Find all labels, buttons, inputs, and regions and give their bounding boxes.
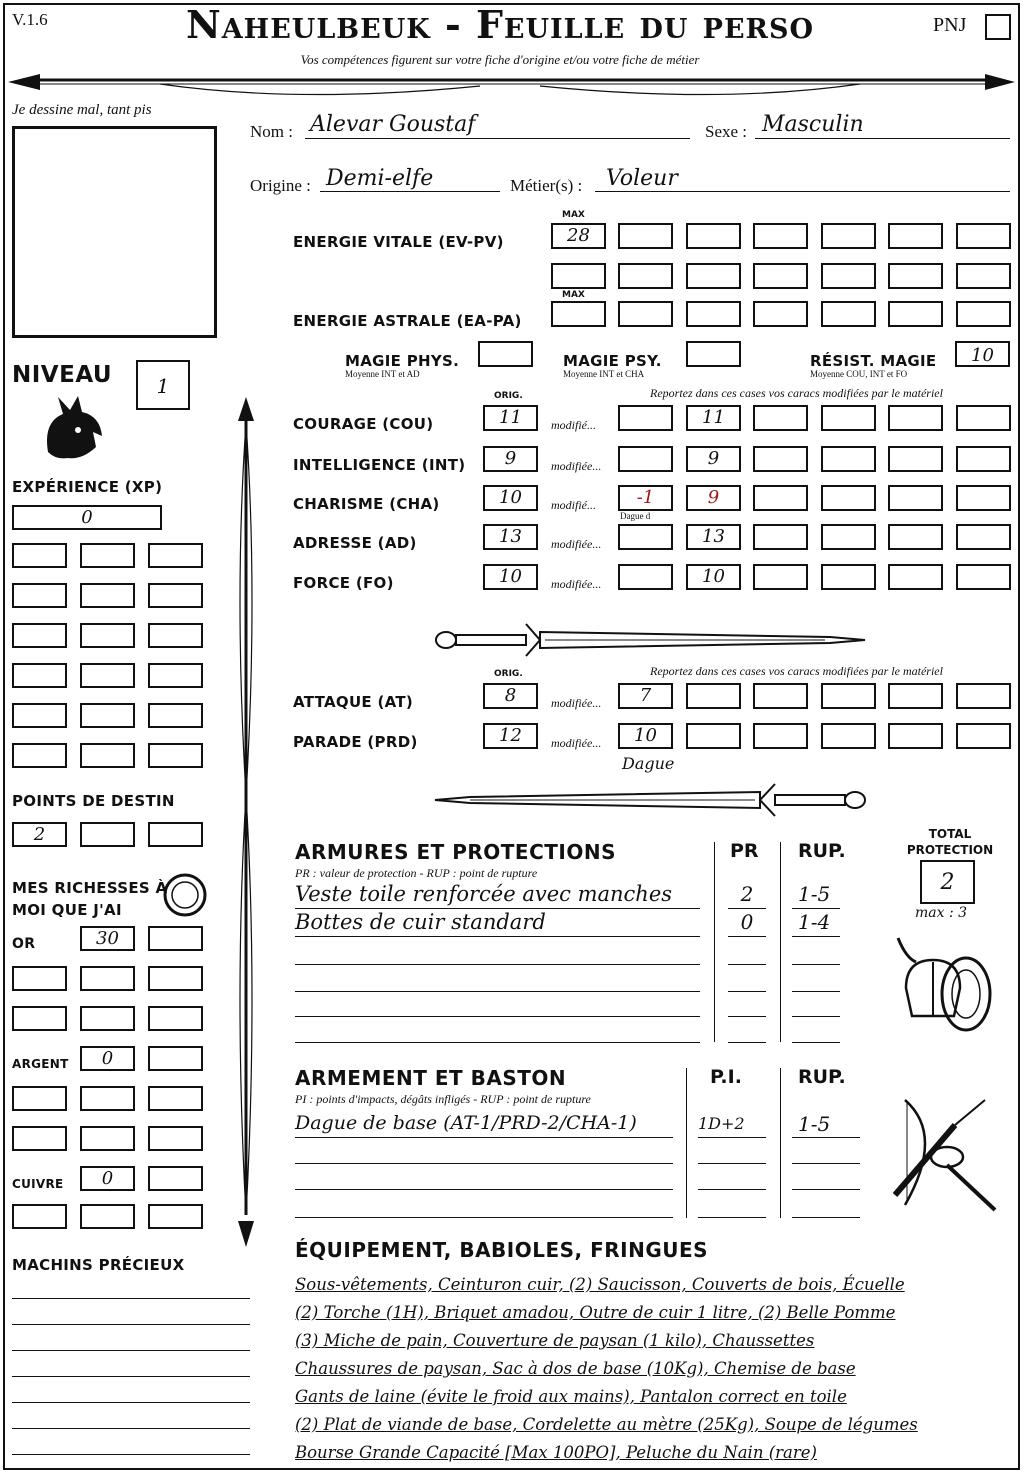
ev-box[interactable] — [753, 263, 808, 289]
resist-magic-box[interactable]: 10 — [955, 341, 1010, 367]
money-box[interactable] — [80, 1204, 135, 1229]
magic-psy-box[interactable] — [686, 341, 741, 367]
ea-max-label: MAX — [562, 290, 585, 300]
portrait-caption: Je dessine mal, tant pis — [12, 102, 152, 118]
armor-item-pr[interactable]: 0 — [740, 910, 754, 934]
combat-extra-box[interactable] — [753, 683, 808, 709]
max-protection-note: max : 3 — [915, 905, 968, 921]
xp-grid-box[interactable] — [148, 663, 203, 688]
weapons-icon — [885, 1095, 1005, 1215]
stat-mod-note: Dague d — [620, 511, 651, 521]
money-box[interactable] — [12, 1006, 67, 1031]
stat-extra-box[interactable] — [888, 485, 943, 511]
ea-box[interactable] — [753, 301, 808, 327]
destin-box[interactable]: 2 — [12, 822, 67, 847]
ev-box[interactable]: 28 — [551, 223, 606, 249]
stat-mod-label: modifiée... — [551, 459, 602, 473]
stat-extra-box[interactable] — [956, 485, 1011, 511]
ev-box[interactable] — [888, 263, 943, 289]
xp-grid-box[interactable] — [148, 583, 203, 608]
weapons-title: ARMEMENT ET BASTON — [295, 1066, 567, 1090]
armor-item-rup[interactable]: 1-5 — [798, 882, 831, 906]
sheet-subtitle: Vos compétences figurent sur votre fiche d'origine et/ou votre fiche de métier — [300, 52, 700, 67]
ev-label: ENERGIE VITALE (EV-PV) — [293, 233, 504, 251]
equipment-line[interactable]: Gants de laine (évite le froid aux mains), Pantalon correct en toile — [295, 1387, 847, 1406]
stat-label: INTELLIGENCE (INT) — [293, 456, 466, 474]
equipment-line[interactable]: Sous-vêtements, Ceinturon cuir, (2) Saucisson, Couverts de bois, Écuelle — [295, 1275, 905, 1294]
stat-extra-box[interactable] — [888, 564, 943, 590]
stat-extra-box[interactable] — [956, 524, 1011, 550]
ev-box[interactable] — [686, 263, 741, 289]
combat-label: PARADE (PRD) — [293, 733, 418, 751]
stat-mod-box[interactable] — [618, 524, 673, 550]
combat-final-box[interactable]: 7 — [618, 683, 673, 709]
stat-extra-box[interactable] — [888, 524, 943, 550]
equipment-line[interactable]: (2) Torche (1H), Briquet amadou, Outre de cuir 1 litre, (2) Belle Pomme — [295, 1303, 896, 1322]
portrait-box[interactable] — [12, 126, 217, 338]
spear-divider-icon — [0, 62, 1024, 102]
armor-item-name[interactable]: Veste toile renforcée avec manches — [295, 882, 673, 906]
cuivre-label: CUIVRE — [12, 1177, 64, 1191]
niveau-label: NIVEAU — [12, 362, 113, 388]
combat-mod-label: modifiée... — [551, 696, 602, 710]
machins-label: MACHINS PRÉCIEUX — [12, 1256, 185, 1274]
xp-grid-box[interactable] — [12, 543, 67, 568]
stat-extra-box[interactable] — [821, 405, 876, 431]
stat-extra-box[interactable] — [888, 405, 943, 431]
richesses-label: MES RICHESSES À MOI QUE J'AI — [12, 879, 168, 919]
sword-icon — [430, 780, 870, 820]
money-box[interactable] — [80, 1126, 135, 1151]
xp-label: EXPÉRIENCE (XP) — [12, 478, 163, 496]
ea-box[interactable] — [686, 301, 741, 327]
stat-label: FORCE (FO) — [293, 574, 394, 592]
xp-grid-box[interactable] — [12, 703, 67, 728]
ea-box[interactable] — [551, 301, 606, 327]
money-box[interactable] — [12, 1204, 67, 1229]
combat-extra-box[interactable] — [821, 683, 876, 709]
stat-extra-box[interactable] — [753, 446, 808, 472]
ea-label: ENERGIE ASTRALE (EA-PA) — [293, 312, 522, 330]
helmet-shield-icon — [888, 928, 998, 1038]
combat-extra-box[interactable] — [956, 723, 1011, 749]
equipment-line[interactable]: Bourse Grande Capacité [Max 100PO], Peluche du Nain (rare) — [295, 1443, 817, 1462]
weapons-pi-head: P.I. — [710, 1066, 742, 1088]
combat-extra-box[interactable] — [956, 683, 1011, 709]
weapon-item-name[interactable]: Dague de base (AT-1/PRD-2/CHA-1) — [295, 1112, 637, 1134]
xp-grid-box[interactable] — [80, 703, 135, 728]
or-label: OR — [12, 936, 36, 952]
xp-grid-box[interactable] — [148, 703, 203, 728]
combat-label: ATTAQUE (AT) — [293, 693, 414, 711]
sex-value[interactable]: Masculin — [762, 112, 864, 137]
job-label: Métier(s) : — [510, 176, 583, 195]
ev-max-label: MAX — [562, 210, 585, 220]
origin-value[interactable]: Demi-elfe — [326, 166, 434, 191]
stat-mod-label: modifié... — [551, 498, 596, 512]
equipment-line[interactable]: (2) Plat de viande de base, Cordelette au mètre (25Kg), Soupe de légumes — [295, 1415, 918, 1434]
combat-extra-box[interactable] — [686, 683, 741, 709]
money-box[interactable] — [148, 1086, 203, 1111]
xp-grid-box[interactable] — [80, 583, 135, 608]
money-box[interactable] — [148, 1166, 203, 1191]
total-protection-box[interactable]: 2 — [920, 860, 975, 904]
magic-phys-box[interactable] — [478, 341, 533, 367]
magic-psy-note: Moyenne INT et CHA — [563, 369, 645, 379]
stat-orig-box[interactable]: 9 — [483, 446, 538, 472]
money-box[interactable] — [80, 1006, 135, 1031]
magic-phys-note: Moyenne INT et AD — [345, 369, 420, 379]
stat-final-box[interactable]: 9 — [686, 485, 741, 511]
combat-extra-box[interactable] — [686, 723, 741, 749]
stat-mod-label: modifiée... — [551, 577, 602, 591]
stats-report-note: Reportez dans ces cases vos caracs modifiées par le matériel — [650, 386, 943, 400]
ev-box[interactable] — [618, 223, 673, 249]
stat-label: ADRESSE (AD) — [293, 534, 417, 552]
ev-box[interactable] — [821, 223, 876, 249]
ev-box[interactable] — [956, 263, 1011, 289]
armor-item-name[interactable]: Bottes de cuir standard — [295, 910, 546, 934]
combat-mod-label: modifiée... — [551, 736, 602, 750]
pnj-label: PNJ — [933, 14, 967, 36]
money-box[interactable] — [148, 1204, 203, 1229]
magic-psy-label: MAGIE PSY. — [563, 352, 662, 370]
weapon-item-pi[interactable]: 1D+2 — [698, 1114, 745, 1133]
origin-label: Origine : — [250, 176, 311, 195]
sheet-title: Naheulbeuk - Feuille du perso — [186, 2, 814, 47]
ev-box[interactable] — [551, 263, 606, 289]
xp-grid-box[interactable] — [80, 743, 135, 768]
magic-phys-label: MAGIE PHYS. — [345, 352, 460, 370]
xp-grid-box[interactable] — [80, 663, 135, 688]
combat-extra-box[interactable] — [821, 723, 876, 749]
sword-icon — [430, 620, 870, 660]
stat-label: COURAGE (COU) — [293, 415, 434, 433]
weapon-item-rup[interactable]: 1-5 — [798, 1112, 831, 1136]
stat-extra-box[interactable] — [821, 564, 876, 590]
combat-orig-box[interactable]: 8 — [483, 683, 538, 709]
pnj-checkbox[interactable] — [985, 14, 1011, 40]
combat-report-note: Reportez dans ces cases vos caracs modifiées par le matériel — [650, 664, 943, 678]
ev-box[interactable] — [821, 263, 876, 289]
argent-label: ARGENT — [12, 1057, 69, 1071]
total-protection-label: TOTAL PROTECTION — [906, 827, 994, 857]
stat-extra-box[interactable] — [753, 524, 808, 550]
stat-extra-box[interactable] — [753, 405, 808, 431]
money-box[interactable] — [12, 1126, 67, 1151]
stat-mod-label: modifié... — [551, 418, 596, 432]
stat-mod-label: modifiée... — [551, 537, 602, 551]
stat-extra-box[interactable] — [753, 564, 808, 590]
xp-grid-box[interactable] — [80, 543, 135, 568]
armor-item-rup[interactable]: 1-4 — [798, 910, 831, 934]
spear-icon — [232, 395, 260, 1250]
xp-grid-box[interactable] — [12, 623, 67, 648]
combat-extra-box[interactable] — [753, 723, 808, 749]
stat-orig-box[interactable]: 10 — [483, 485, 538, 511]
ev-box[interactable] — [956, 223, 1011, 249]
stat-orig-box[interactable]: 13 — [483, 524, 538, 550]
stat-extra-box[interactable] — [956, 405, 1011, 431]
ev-box[interactable] — [618, 263, 673, 289]
money-box[interactable]: 30 — [80, 926, 135, 951]
niveau-box[interactable]: 1 — [136, 360, 190, 410]
armor-item-pr[interactable]: 2 — [740, 882, 754, 906]
ev-box[interactable] — [753, 223, 808, 249]
money-box[interactable] — [80, 1086, 135, 1111]
stat-extra-box[interactable] — [821, 485, 876, 511]
destin-box[interactable] — [148, 822, 203, 847]
money-box[interactable] — [148, 1126, 203, 1151]
destin-box[interactable] — [80, 822, 135, 847]
stats-orig-label: ORIG. — [494, 391, 523, 401]
stat-extra-box[interactable] — [956, 446, 1011, 472]
weapon-note: Dague — [622, 754, 675, 773]
ev-box[interactable] — [888, 223, 943, 249]
ev-box[interactable] — [686, 223, 741, 249]
version-label: V.1.6 — [12, 10, 48, 29]
weapons-note: PI : points d'impacts, dégâts infligés - RUP : point de rupture — [295, 1092, 591, 1106]
stat-orig-box[interactable]: 11 — [483, 405, 538, 431]
stat-final-box[interactable]: 11 — [686, 405, 741, 431]
stat-final-box[interactable]: 10 — [686, 564, 741, 590]
stat-final-box[interactable]: 9 — [686, 446, 741, 472]
resist-magic-note: Moyenne COU, INT et FO — [810, 369, 908, 379]
ea-box[interactable] — [821, 301, 876, 327]
money-box[interactable] — [12, 1086, 67, 1111]
stat-label: CHARISME (CHA) — [293, 495, 440, 513]
money-box[interactable] — [148, 1046, 203, 1071]
combat-extra-box[interactable] — [888, 723, 943, 749]
destin-label: POINTS DE DESTIN — [12, 792, 175, 810]
stat-extra-box[interactable] — [888, 446, 943, 472]
xp-box[interactable]: 0 — [12, 505, 162, 530]
stat-final-box[interactable]: 13 — [686, 524, 741, 550]
combat-extra-box[interactable] — [888, 683, 943, 709]
sex-label: Sexe : — [705, 122, 748, 141]
ea-box[interactable] — [888, 301, 943, 327]
resist-magic-label: RÉSIST. MAGIE — [810, 352, 937, 370]
ea-box[interactable] — [618, 301, 673, 327]
money-box[interactable]: 0 — [80, 1166, 135, 1191]
money-box[interactable] — [148, 1006, 203, 1031]
combat-orig-label: ORIG. — [494, 669, 523, 679]
stat-extra-box[interactable] — [956, 564, 1011, 590]
weapons-rup-head: RUP. — [798, 1066, 846, 1088]
money-box[interactable]: 0 — [80, 1046, 135, 1071]
dragon-icon — [38, 392, 108, 464]
name-value[interactable]: Alevar Goustaf — [310, 112, 476, 137]
armor-title: ARMURES ET PROTECTIONS — [295, 840, 616, 864]
combat-final-box[interactable]: 10 — [618, 723, 673, 749]
money-box[interactable] — [80, 966, 135, 991]
equipment-title: ÉQUIPEMENT, BABIOLES, FRINGUES — [295, 1238, 709, 1262]
stat-mod-box[interactable]: -1 — [618, 485, 673, 511]
stat-mod-box[interactable] — [618, 405, 673, 431]
job-value[interactable]: Voleur — [606, 166, 678, 191]
xp-grid-box[interactable] — [80, 623, 135, 648]
stat-extra-box[interactable] — [821, 446, 876, 472]
xp-grid-box[interactable] — [148, 743, 203, 768]
xp-grid-box[interactable] — [148, 623, 203, 648]
money-box[interactable] — [148, 926, 203, 951]
xp-grid-box[interactable] — [148, 543, 203, 568]
equipment-line[interactable]: (3) Miche de pain, Couverture de paysan (1 kilo), Chaussettes — [295, 1331, 815, 1350]
stat-mod-box[interactable] — [618, 446, 673, 472]
xp-grid-box[interactable] — [12, 583, 67, 608]
money-box[interactable] — [148, 966, 203, 991]
ea-box[interactable] — [956, 301, 1011, 327]
xp-grid-box[interactable] — [12, 663, 67, 688]
equipment-line[interactable]: Chaussures de paysan, Sac à dos de base (10Kg), Chemise de base — [295, 1359, 856, 1378]
stat-extra-box[interactable] — [753, 485, 808, 511]
armor-note: PR : valeur de protection - RUP : point de rupture — [295, 866, 538, 880]
coin-icon — [162, 872, 208, 918]
stat-mod-box[interactable] — [618, 564, 673, 590]
armor-pr-head: PR — [730, 840, 759, 862]
armor-rup-head: RUP. — [798, 840, 846, 862]
money-box[interactable] — [12, 966, 67, 991]
xp-grid-box[interactable] — [12, 743, 67, 768]
stat-orig-box[interactable]: 10 — [483, 564, 538, 590]
combat-orig-box[interactable]: 12 — [483, 723, 538, 749]
name-label: Nom : — [250, 122, 293, 141]
stat-extra-box[interactable] — [821, 524, 876, 550]
